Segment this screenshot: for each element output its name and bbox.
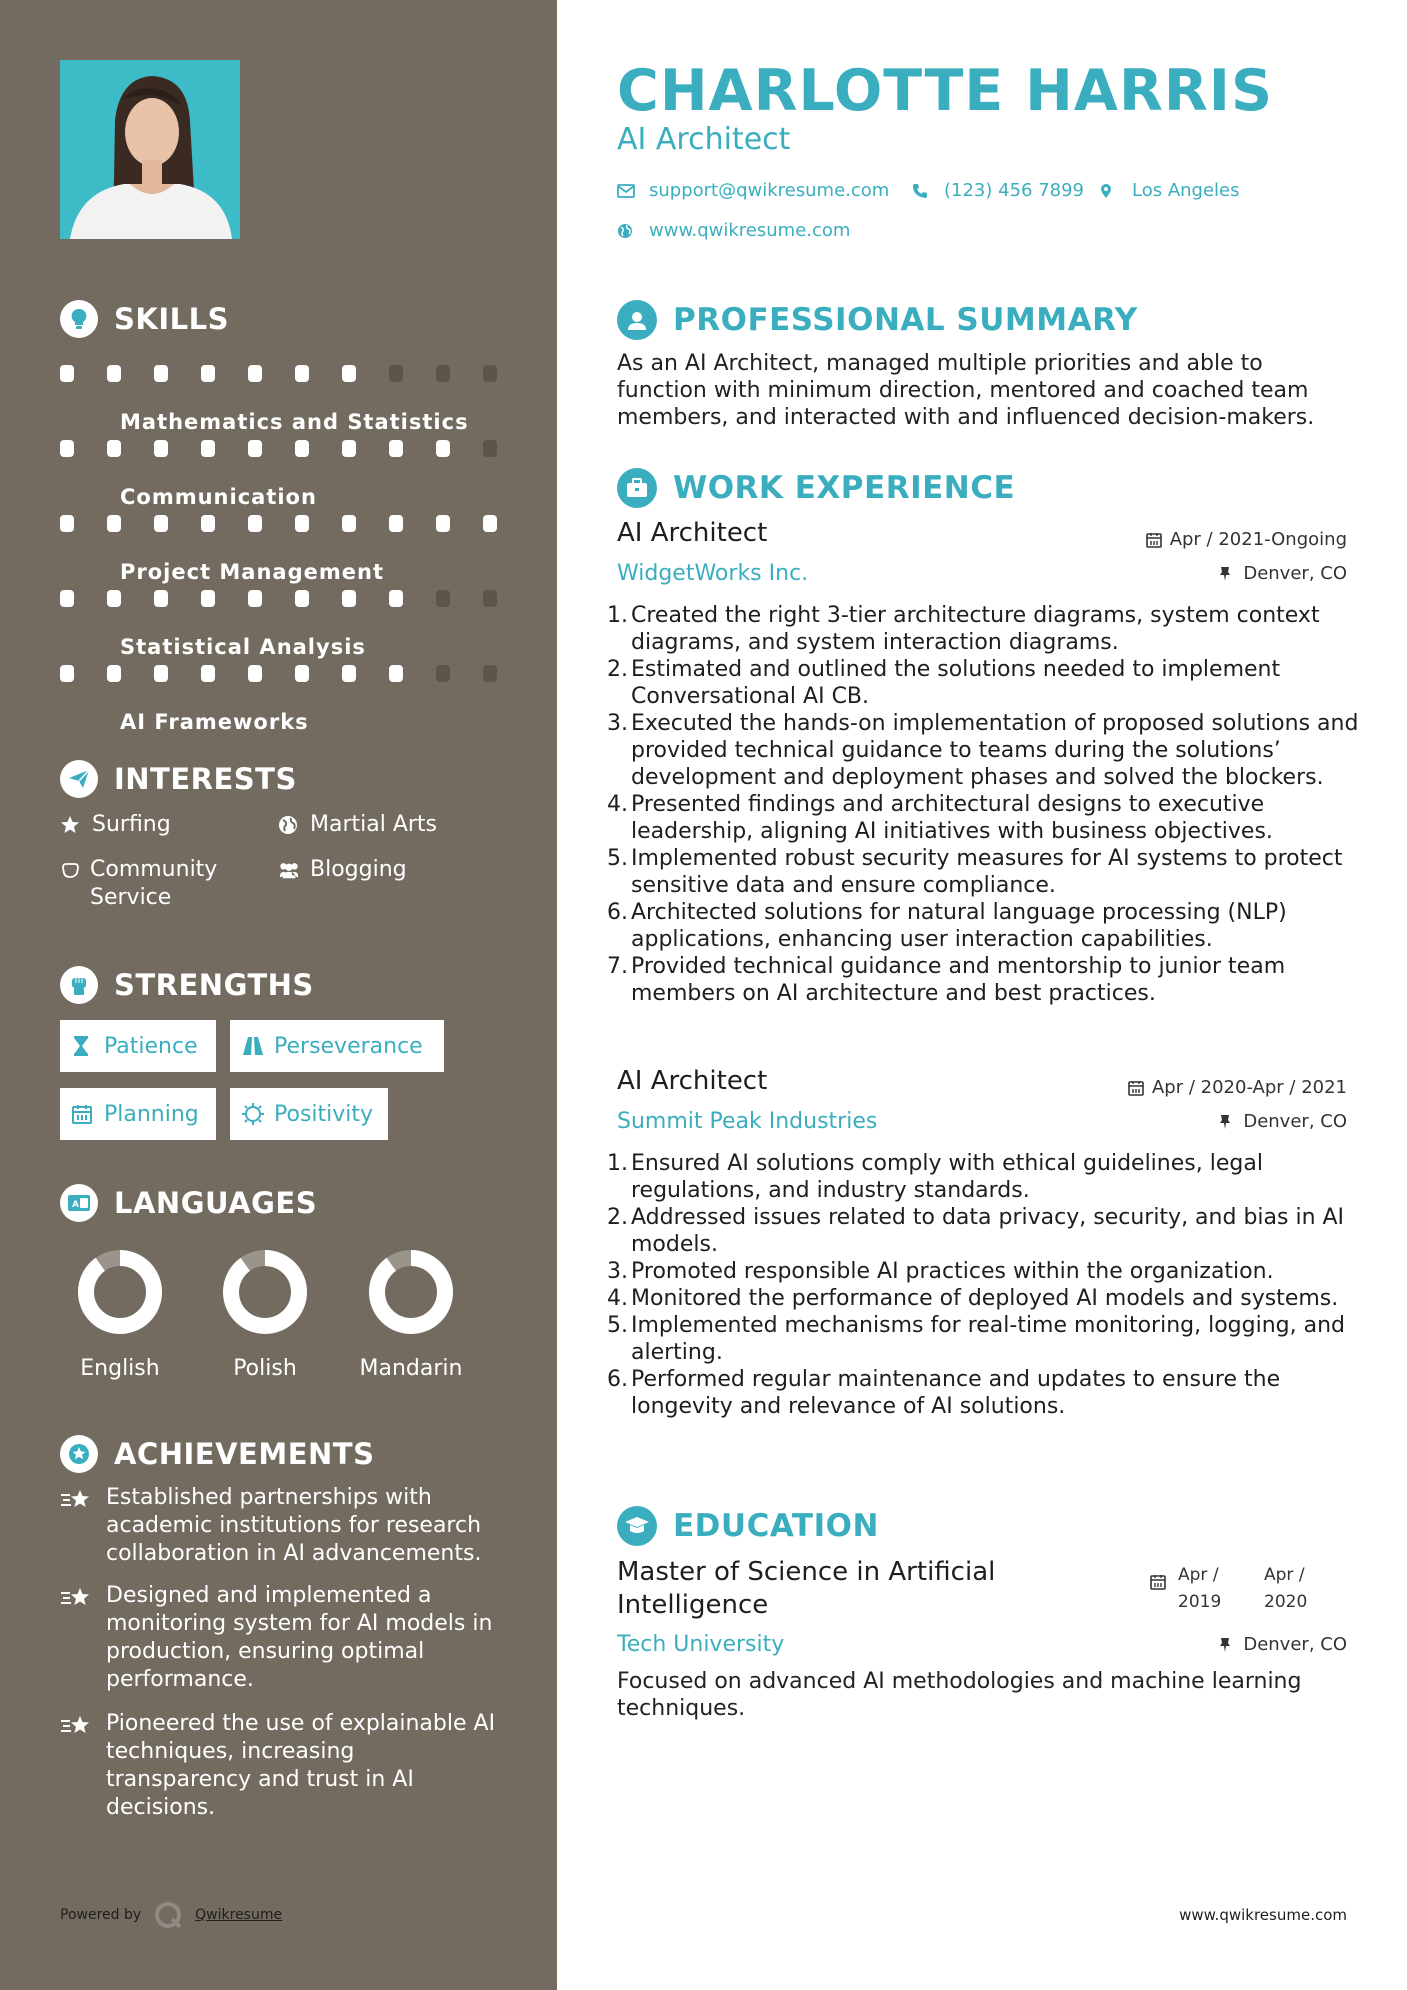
skill-dot-filled [107,440,121,457]
hand-icon [60,856,80,884]
skill-dot-filled [342,515,356,532]
job-duties [607,1150,1367,1420]
pin-icon [1219,1637,1235,1653]
strength-label: Patience [104,1033,198,1059]
skill-dot-empty [436,665,450,682]
briefcase-icon [617,468,657,508]
job-dates [1128,1077,1347,1098]
skill-dot-filled [389,440,403,457]
skill-dot-filled [107,665,121,682]
powered-by-label: Powered by [60,1907,142,1923]
strength-label: Perseverance [274,1033,423,1059]
language-proficiency-ring [223,1250,307,1334]
job-duty-item [607,656,1367,710]
job-title: AI Architect [617,1066,768,1096]
job-duty-item [607,1258,1367,1285]
job-duty-item [607,791,1367,845]
skill-dot-empty [483,440,497,457]
globe-icon [617,222,635,240]
duty-text: Promoted responsible AI practices within the organization. [631,1259,1274,1284]
skill-dot-filled [248,515,262,532]
svg-text:A: A [72,1200,79,1210]
duty-number: 6. [607,1367,628,1392]
language-english [60,1250,180,1381]
strength-perseverance [230,1020,444,1072]
skill-dot-filled [201,665,215,682]
qwikresume-link[interactable]: Qwikresume [195,1907,283,1923]
duty-text: Addressed issues related to data privacy, security, and bias in AI models. [631,1205,1345,1257]
strength-positivity [230,1088,388,1140]
ring-fill [231,1258,299,1326]
powered-by [60,1900,282,1930]
skill-name: Statistical Analysis [120,635,366,659]
skill-dot-filled [154,665,168,682]
languages-title: LANGUAGES [114,1186,318,1220]
skill-rating [60,365,497,382]
degree-line-2: Intelligence [617,1590,769,1620]
job-duty-item [607,845,1367,899]
contact-email[interactable] [617,180,889,201]
skill-dot-filled [295,515,309,532]
skill-name: Communication [120,485,317,509]
duty-number: 4. [607,792,628,817]
duty-text: Presented findings and architectural designs to executive leadership, aligning AI initiatives with business objectives. [631,792,1273,844]
skill-dot-filled [248,590,262,607]
duty-number: 2. [607,1205,628,1230]
interests-heading [60,760,297,798]
skill-dot-filled [107,590,121,607]
calendar-icon [1150,1562,1166,1616]
job-location [1219,563,1347,584]
calendar-icon [1128,1080,1144,1096]
job-duty-item [607,1204,1367,1258]
job-duty-item [607,1150,1367,1204]
skill-dot-filled [389,590,403,607]
calendar-icon [1146,532,1162,548]
achievement-item [60,1484,500,1568]
strengths-heading [60,966,314,1004]
strength-label: Planning [104,1101,199,1127]
skill-dot-filled [201,365,215,382]
skill-dot-filled [60,515,74,532]
shooting-star-icon [60,1710,92,1822]
skill-dot-empty [483,665,497,682]
shooting-star-icon [60,1484,92,1568]
job-dates-text: Apr / 2020-Apr / 2021 [1151,1077,1347,1098]
skill-communication [60,427,500,509]
job-duty-item [607,1285,1367,1312]
education-description: Focused on advanced AI methodologies and machine learning techniques. [617,1669,1302,1721]
interest-label: Surfing [92,812,171,837]
phone-text: (123) 456 7899 [944,180,1085,201]
job-company: Summit Peak Industries [617,1109,878,1134]
skill-dot-filled [295,665,309,682]
interest-label: Blogging [310,857,407,882]
skill-project-management [60,502,500,584]
job-duty-item [607,899,1367,953]
skill-dot-filled [201,515,215,532]
pin-icon [1219,566,1235,582]
achievement-item [60,1582,500,1694]
duty-text: Executed the hands-on implementation of proposed solutions and provided technical guidance to teams during the solutions’ development and deployment phases and solved the blockers. [631,711,1359,790]
email-text: support@qwikresume.com [649,180,890,201]
ring-fill [377,1258,445,1326]
interest-martial-arts [278,811,437,839]
duty-number: 5. [607,1313,628,1338]
achievement-text: Designed and implemented a monitoring system for AI models in production, ensuring optimal performance. [106,1583,493,1692]
skill-dot-filled [107,515,121,532]
language-label: English [80,1356,160,1381]
duty-text: Monitored the performance of deployed AI models and systems. [631,1286,1339,1311]
star-icon [60,811,82,839]
job-location-text: Denver, CO [1243,1111,1347,1132]
globe-icon [278,811,300,839]
achievements-title: ACHIEVEMENTS [114,1437,375,1471]
job-duty-item [607,602,1367,656]
skill-dot-filled [154,440,168,457]
website-text: www.qwikresume.com [649,220,851,241]
location-text: Los Angeles [1132,180,1240,201]
road-icon [242,1036,264,1056]
ring-fill [86,1258,154,1326]
skill-dot-empty [483,365,497,382]
summary-title: PROFESSIONAL SUMMARY [673,302,1138,338]
language-label: Polish [233,1356,297,1381]
interest-label: Community Service [90,857,218,910]
profile-photo [60,60,240,239]
skill-dot-filled [201,440,215,457]
skill-dot-filled [436,515,450,532]
skill-dot-filled [295,590,309,607]
calendar-icon [72,1104,94,1124]
fist-icon [60,966,98,1004]
translate-icon [60,1184,98,1222]
skill-ai-frameworks [60,652,500,734]
skill-dot-empty [389,365,403,382]
education-start-year: 2019 [1178,1592,1222,1612]
job-location [1219,1111,1347,1132]
interest-community-service [60,856,260,912]
duty-text: Implemented mechanisms for real-time monitoring, logging, and alerting. [631,1313,1346,1365]
job-dates [1146,529,1347,550]
contact-location [1100,180,1240,201]
hourglass-icon [72,1035,94,1057]
skill-dot-empty [436,365,450,382]
duty-number: 6. [607,900,628,925]
sun-icon [242,1103,264,1125]
skill-rating [60,515,497,532]
duty-number: 3. [607,1259,628,1284]
education-start-month: Apr / [1178,1565,1219,1585]
education-end-year: 2020 [1264,1592,1308,1612]
skill-rating [60,440,497,457]
skill-mathematics [60,352,500,434]
footer-url[interactable]: www.qwikresume.com [1179,1906,1347,1924]
skill-dot-filled [342,665,356,682]
skill-dot-filled [60,365,74,382]
language-proficiency-ring [78,1250,162,1334]
education-location [1219,1634,1347,1655]
user-icon [617,300,657,340]
achievement-item [60,1710,500,1822]
strengths-title: STRENGTHS [114,968,314,1002]
strength-patience [60,1020,216,1072]
duty-text: Estimated and outlined the solutions needed to implement Conversational AI CB. [631,657,1281,709]
summary-heading [617,300,1138,340]
skills-heading [60,300,229,338]
users-icon [278,856,300,884]
interest-label: Martial Arts [310,812,438,837]
job-duty-item [607,1366,1367,1420]
degree-line-1: Master of Science in Artificial [617,1557,996,1587]
language-label: Mandarin [359,1356,463,1381]
education-start [1178,1562,1238,1616]
duty-number: 3. [607,711,628,736]
job-dates-text: Apr / 2021-Ongoing [1169,529,1347,550]
achievements-heading [60,1435,374,1473]
interests-title: INTERESTS [114,762,297,796]
duty-text: Implemented robust security measures for AI systems to protect sensitive data and ensure compliance. [631,846,1343,898]
skill-dot-filled [436,440,450,457]
interest-surfing [60,811,171,839]
skill-dot-filled [248,440,262,457]
education-dates [1150,1562,1310,1616]
skill-rating [60,590,497,607]
school-name: Tech University [617,1632,785,1657]
envelope-icon [617,182,635,200]
skill-dot-filled [201,590,215,607]
duty-number: 1. [607,1151,628,1176]
achievement-text: Pioneered the use of explainable AI techniques, increasing transparency and trust in AI decisions. [106,1711,496,1820]
skill-dot-filled [60,665,74,682]
shooting-star-icon [60,1582,92,1694]
job-duties [607,602,1367,1007]
languages-heading [60,1184,317,1222]
skill-statistical-analysis [60,577,500,659]
job-duty-item [607,953,1367,1007]
degree-title [617,1556,995,1622]
candidate-role: AI Architect [617,122,791,157]
qwikresume-logo-icon [153,1900,183,1930]
skill-dot-filled [154,515,168,532]
skill-dot-filled [389,515,403,532]
skill-dot-filled [248,665,262,682]
duty-number: 2. [607,657,628,682]
job-duty-item [607,1312,1367,1366]
duty-number: 5. [607,846,628,871]
trophy-star-icon [60,1435,98,1473]
language-polish [205,1250,325,1381]
main-content [557,0,1407,1990]
skill-dot-filled [342,365,356,382]
skill-dot-filled [295,440,309,457]
skill-dot-filled [295,365,309,382]
duty-text: Created the right 3-tier architecture diagrams, system context diagrams, and system interaction diagrams. [631,603,1320,655]
duty-text: Architected solutions for natural language processing (NLP) applications, enhancing user interaction capabilities. [631,900,1287,952]
skill-dot-filled [342,590,356,607]
pin-icon [1219,1114,1235,1130]
work-heading [617,468,1015,508]
skill-dot-filled [60,440,74,457]
job-title: AI Architect [617,518,768,548]
contact-website[interactable] [617,220,850,241]
skill-dot-filled [389,665,403,682]
sidebar [0,0,557,1990]
duty-number: 4. [607,1286,628,1311]
skill-dot-filled [107,365,121,382]
job-duty-item [607,710,1367,791]
interest-blogging [278,856,407,884]
education-title: EDUCATION [673,1508,879,1544]
contact-phone[interactable] [912,180,1084,201]
strength-planning [60,1088,216,1140]
education-heading [617,1506,879,1546]
skill-name: AI Frameworks [120,710,309,734]
strength-label: Positivity [274,1101,374,1127]
skill-dot-filled [154,365,168,382]
education-location-text: Denver, CO [1243,1634,1347,1655]
skill-dot-filled [154,590,168,607]
duty-text: Provided technical guidance and mentorship to junior team members on AI architecture and best practices. [631,954,1286,1006]
skill-rating [60,665,497,682]
paper-plane-icon [60,760,98,798]
education-end-month: Apr / [1264,1565,1305,1585]
job-location-text: Denver, CO [1243,563,1347,584]
graduation-icon [617,1506,657,1546]
duty-text: Performed regular maintenance and updates to ensure the longevity and relevance of AI solutions. [631,1367,1281,1419]
language-proficiency-ring [369,1250,453,1334]
skill-dot-filled [248,365,262,382]
duty-number: 7. [607,954,628,979]
achievement-text: Established partnerships with academic institutions for research collaboration in AI advancements. [106,1485,482,1566]
duty-text: Ensured AI solutions comply with ethical guidelines, legal regulations, and industry standards. [631,1151,1263,1203]
work-title: WORK EXPERIENCE [673,470,1016,506]
skill-dot-empty [436,590,450,607]
lightbulb-icon [60,300,98,338]
skill-dot-filled [483,515,497,532]
map-pin-icon [1100,182,1118,200]
duty-number: 1. [607,603,628,628]
skill-dot-filled [342,440,356,457]
skill-dot-empty [483,590,497,607]
education-end [1250,1562,1310,1616]
skill-name: Mathematics and Statistics [120,410,469,434]
job-company: WidgetWorks Inc. [617,561,809,586]
skill-name: Project Management [120,560,384,584]
candidate-name: CHARLOTTE HARRIS [617,58,1273,124]
skill-dot-filled [60,590,74,607]
skills-title: SKILLS [114,302,229,336]
language-mandarin [351,1250,471,1381]
summary-text: As an AI Architect, managed multiple priorities and able to function with minimum direction, mentored and coached team members, and interacted with and influenced decision-makers. [617,351,1315,430]
phone-icon [912,182,930,200]
